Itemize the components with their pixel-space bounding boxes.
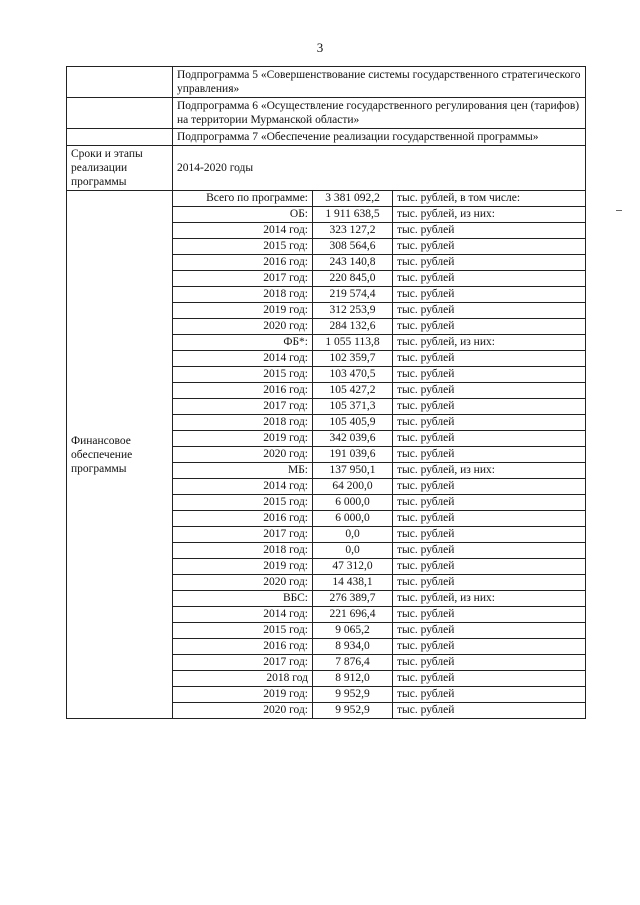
financing-row-label: 2014 год: <box>173 351 313 367</box>
financing-row-unit: тыс. рублей <box>393 495 586 511</box>
financing-row-value: 7 876,4 <box>313 655 393 671</box>
financing-row-unit: тыс. рублей, из них: <box>393 207 586 223</box>
financing-row-label: 2014 год: <box>173 607 313 623</box>
empty-label-cell <box>67 129 173 146</box>
financing-row-value: 243 140,8 <box>313 255 393 271</box>
subprogram-row <box>67 67 586 98</box>
financing-row-unit: тыс. рублей <box>393 687 586 703</box>
financing-row-label: 2017 год: <box>173 271 313 287</box>
financing-row-unit: тыс. рублей <box>393 271 586 287</box>
subprogram-row <box>67 98 586 129</box>
financing-row-value: 8 912,0 <box>313 671 393 687</box>
financing-row-unit: тыс. рублей <box>393 623 586 639</box>
financing-row-unit: тыс. рублей <box>393 639 586 655</box>
financing-row-value: 284 132,6 <box>313 319 393 335</box>
period-value: 2014-2020 годы <box>173 146 586 191</box>
financing-row-value: 6 000,0 <box>313 511 393 527</box>
financing-row-value: 323 127,2 <box>313 223 393 239</box>
financing-row-value: 47 312,0 <box>313 559 393 575</box>
financing-label: Финансовое обеспечение программы <box>67 191 173 719</box>
financing-row-label: 2014 год: <box>173 223 313 239</box>
financing-row-unit: тыс. рублей <box>393 319 586 335</box>
financing-row-label: 2017 год: <box>173 399 313 415</box>
financing-row-label: 2018 год: <box>173 543 313 559</box>
financing-row-value: 137 950,1 <box>313 463 393 479</box>
financing-row-unit: тыс. рублей <box>393 447 586 463</box>
financing-row-label: 2015 год: <box>173 623 313 639</box>
financing-row-value: 221 696,4 <box>313 607 393 623</box>
financing-row-label: 2017 год: <box>173 655 313 671</box>
financing-row-unit: тыс. рублей <box>393 671 586 687</box>
financing-row-value: 342 039,6 <box>313 431 393 447</box>
financing-row-unit: тыс. рублей <box>393 383 586 399</box>
financing-row-value: 1 055 113,8 <box>313 335 393 351</box>
financing-row-label: 2019 год: <box>173 687 313 703</box>
financing-row-label: 2016 год: <box>173 511 313 527</box>
financing-row-label: 2015 год: <box>173 495 313 511</box>
financing-row-value: 9 952,9 <box>313 687 393 703</box>
financing-row-value: 219 574,4 <box>313 287 393 303</box>
financing-row-label: 2019 год: <box>173 303 313 319</box>
financing-row-value: 105 371,3 <box>313 399 393 415</box>
financing-row-label: 2015 год: <box>173 239 313 255</box>
financing-row-value: 191 039,6 <box>313 447 393 463</box>
financing-row <box>67 191 586 207</box>
financing-row-value: 0,0 <box>313 527 393 543</box>
financing-row-value: 105 427,2 <box>313 383 393 399</box>
financing-row-label: МБ: <box>173 463 313 479</box>
financing-row-unit: тыс. рублей, из них: <box>393 335 586 351</box>
financing-row-unit: тыс. рублей <box>393 575 586 591</box>
financing-row-unit: тыс. рублей <box>393 703 586 719</box>
financing-row-label: 2019 год: <box>173 559 313 575</box>
financing-row-value: 220 845,0 <box>313 271 393 287</box>
subprogram-7: Подпрограмма 7 «Обеспечение реализации государственной программы» <box>173 129 586 146</box>
financing-row-label: 2020 год: <box>173 575 313 591</box>
financing-row-value: 105 405,9 <box>313 415 393 431</box>
financing-row-unit: тыс. рублей <box>393 479 586 495</box>
financing-row-unit: тыс. рублей <box>393 415 586 431</box>
financing-row-label: 2016 год: <box>173 383 313 399</box>
financing-row-unit: тыс. рублей <box>393 223 586 239</box>
financing-row-value: 103 470,5 <box>313 367 393 383</box>
financing-row-label: 2015 год: <box>173 367 313 383</box>
scan-mark <box>616 210 622 211</box>
financing-row-label: 2018 год: <box>173 287 313 303</box>
period-label: Сроки и этапы реализации программы <box>67 146 173 191</box>
financing-row-value: 6 000,0 <box>313 495 393 511</box>
financing-row-value: 102 359,7 <box>313 351 393 367</box>
financing-row-value: 9 065,2 <box>313 623 393 639</box>
financing-row-label: 2020 год: <box>173 447 313 463</box>
financing-row-value: 312 253,9 <box>313 303 393 319</box>
financing-row-unit: тыс. рублей <box>393 239 586 255</box>
financing-row-label: ВБС: <box>173 591 313 607</box>
financing-row-value: 308 564,6 <box>313 239 393 255</box>
program-passport-table <box>66 66 586 719</box>
financing-row-unit: тыс. рублей <box>393 351 586 367</box>
financing-row-unit: тыс. рублей <box>393 287 586 303</box>
financing-row-unit: тыс. рублей <box>393 431 586 447</box>
financing-row-value: 8 934,0 <box>313 639 393 655</box>
financing-row-label: 2020 год: <box>173 703 313 719</box>
period-row <box>67 146 586 191</box>
financing-row-value: 276 389,7 <box>313 591 393 607</box>
financing-row-label: 2014 год: <box>173 479 313 495</box>
financing-row-unit: тыс. рублей <box>393 511 586 527</box>
financing-row-label: 2016 год: <box>173 639 313 655</box>
financing-row-label: ОБ: <box>173 207 313 223</box>
financing-row-label: 2017 год: <box>173 527 313 543</box>
subprogram-5: Подпрограмма 5 «Совершенствование системы государственного стратегического управления» <box>173 67 586 98</box>
financing-row-label: 2018 год <box>173 671 313 687</box>
page-number: 3 <box>316 40 324 55</box>
financing-row-value: 64 200,0 <box>313 479 393 495</box>
financing-row-unit: тыс. рублей <box>393 367 586 383</box>
financing-row-label: 2020 год: <box>173 319 313 335</box>
financing-row-unit: тыс. рублей <box>393 527 586 543</box>
financing-row-value: 9 952,9 <box>313 703 393 719</box>
financing-row-label: 2016 год: <box>173 255 313 271</box>
financing-row-unit: тыс. рублей <box>393 559 586 575</box>
subprogram-6: Подпрограмма 6 «Осуществление государственного регулирования цен (тарифов) на территории Мурманской области» <box>173 98 586 129</box>
financing-row-label: 2018 год: <box>173 415 313 431</box>
empty-label-cell <box>67 98 173 129</box>
empty-label-cell <box>67 67 173 98</box>
financing-row-label: ФБ*: <box>173 335 313 351</box>
financing-row-label: 2019 год: <box>173 431 313 447</box>
financing-row-unit: тыс. рублей, в том числе: <box>393 191 586 207</box>
financing-row-value: 14 438,1 <box>313 575 393 591</box>
financing-row-unit: тыс. рублей <box>393 303 586 319</box>
financing-row-value: 0,0 <box>313 543 393 559</box>
financing-row-label: Всего по программе: <box>173 191 313 207</box>
subprogram-row <box>67 129 586 146</box>
financing-row-unit: тыс. рублей <box>393 543 586 559</box>
financing-row-unit: тыс. рублей <box>393 399 586 415</box>
financing-row-unit: тыс. рублей, из них: <box>393 591 586 607</box>
financing-row-value: 3 381 092,2 <box>313 191 393 207</box>
financing-row-unit: тыс. рублей <box>393 655 586 671</box>
financing-row-unit: тыс. рублей <box>393 255 586 271</box>
financing-row-unit: тыс. рублей <box>393 607 586 623</box>
financing-row-value: 1 911 638,5 <box>313 207 393 223</box>
financing-row-unit: тыс. рублей, из них: <box>393 463 586 479</box>
